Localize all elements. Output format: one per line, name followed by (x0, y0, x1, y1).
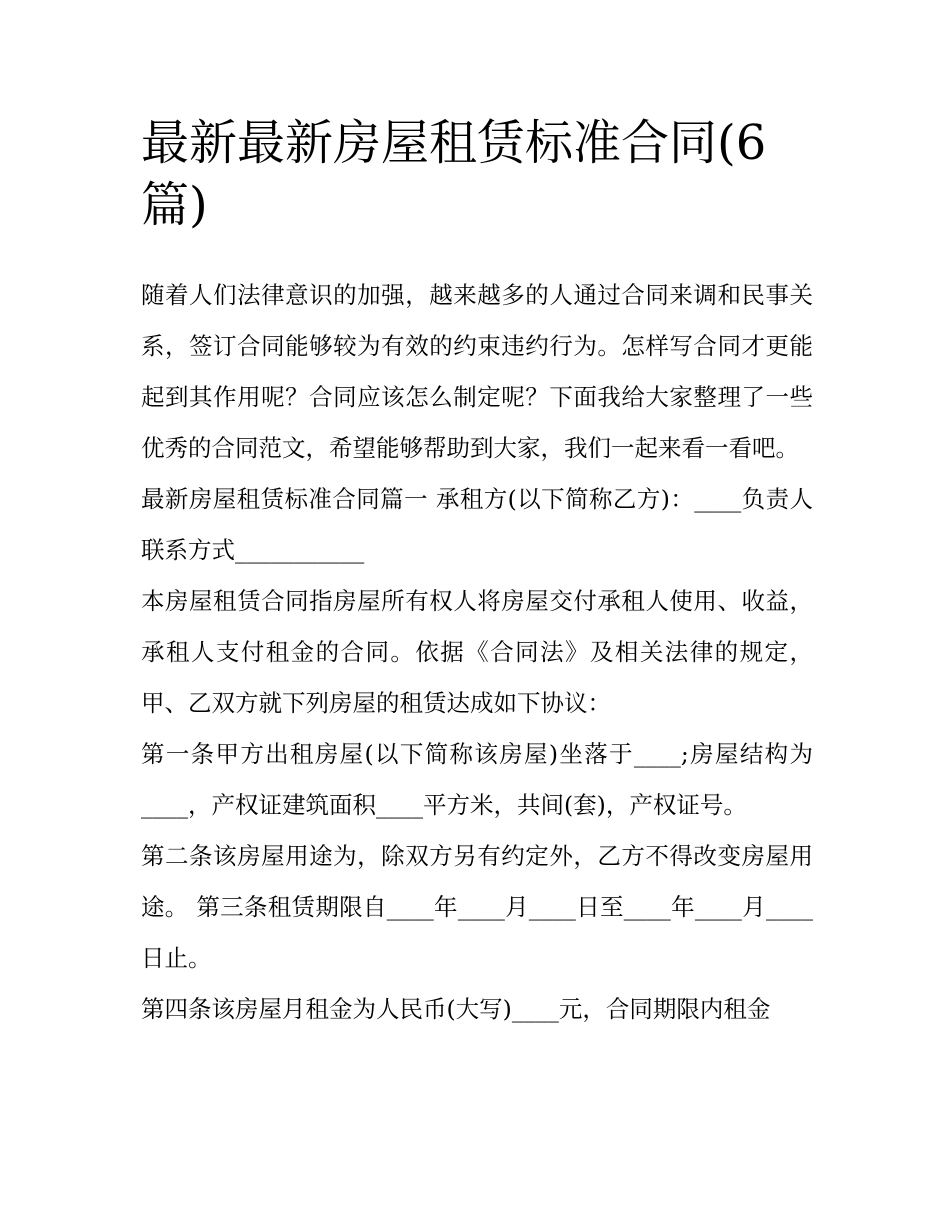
contract-definition-paragraph: 本房屋租赁合同指房屋所有权人将房屋交付承租人使用、收益，承租人支付租金的合同。依据《合同法》及相关法律的规定，甲、乙双方就下列房屋的租赁达成如下协议： (141, 587, 813, 717)
intro-paragraph: 随着人们法律意识的加强，越来越多的人通过合同来调和民事关系，签订合同能够较为有效的约束违约行为。怎样写合同才更能起到其作用呢？合同应该怎么制定呢？下面我给大家整理了一些优秀的合同范文，希望能够帮助到大家，我们一起来看一看吧。 (141, 281, 813, 462)
contract-heading-paragraph: 最新房屋租赁标准合同篇一 承租方(以下简称乙方)：____负责人联系方式___________ (141, 485, 813, 564)
document-body (141, 112, 813, 1035)
article-two-three-paragraph: 第二条该房屋用途为，除双方另有约定外，乙方不得改变房屋用途。 第三条租赁期限自____年____月____日至____年____月____日止。 (141, 842, 813, 972)
document-title: 最新最新房屋租赁标准合同(6篇) (141, 115, 767, 233)
article-one-paragraph: 第一条甲方出租房屋(以下简称该房屋)坐落于____;房屋结构为____，产权证建筑面积____平方米，共间(套)，产权证号。 (141, 740, 813, 819)
article-four-paragraph: 第四条该房屋月租金为人民币(大写)____元，合同期限内租金 (141, 995, 771, 1023)
